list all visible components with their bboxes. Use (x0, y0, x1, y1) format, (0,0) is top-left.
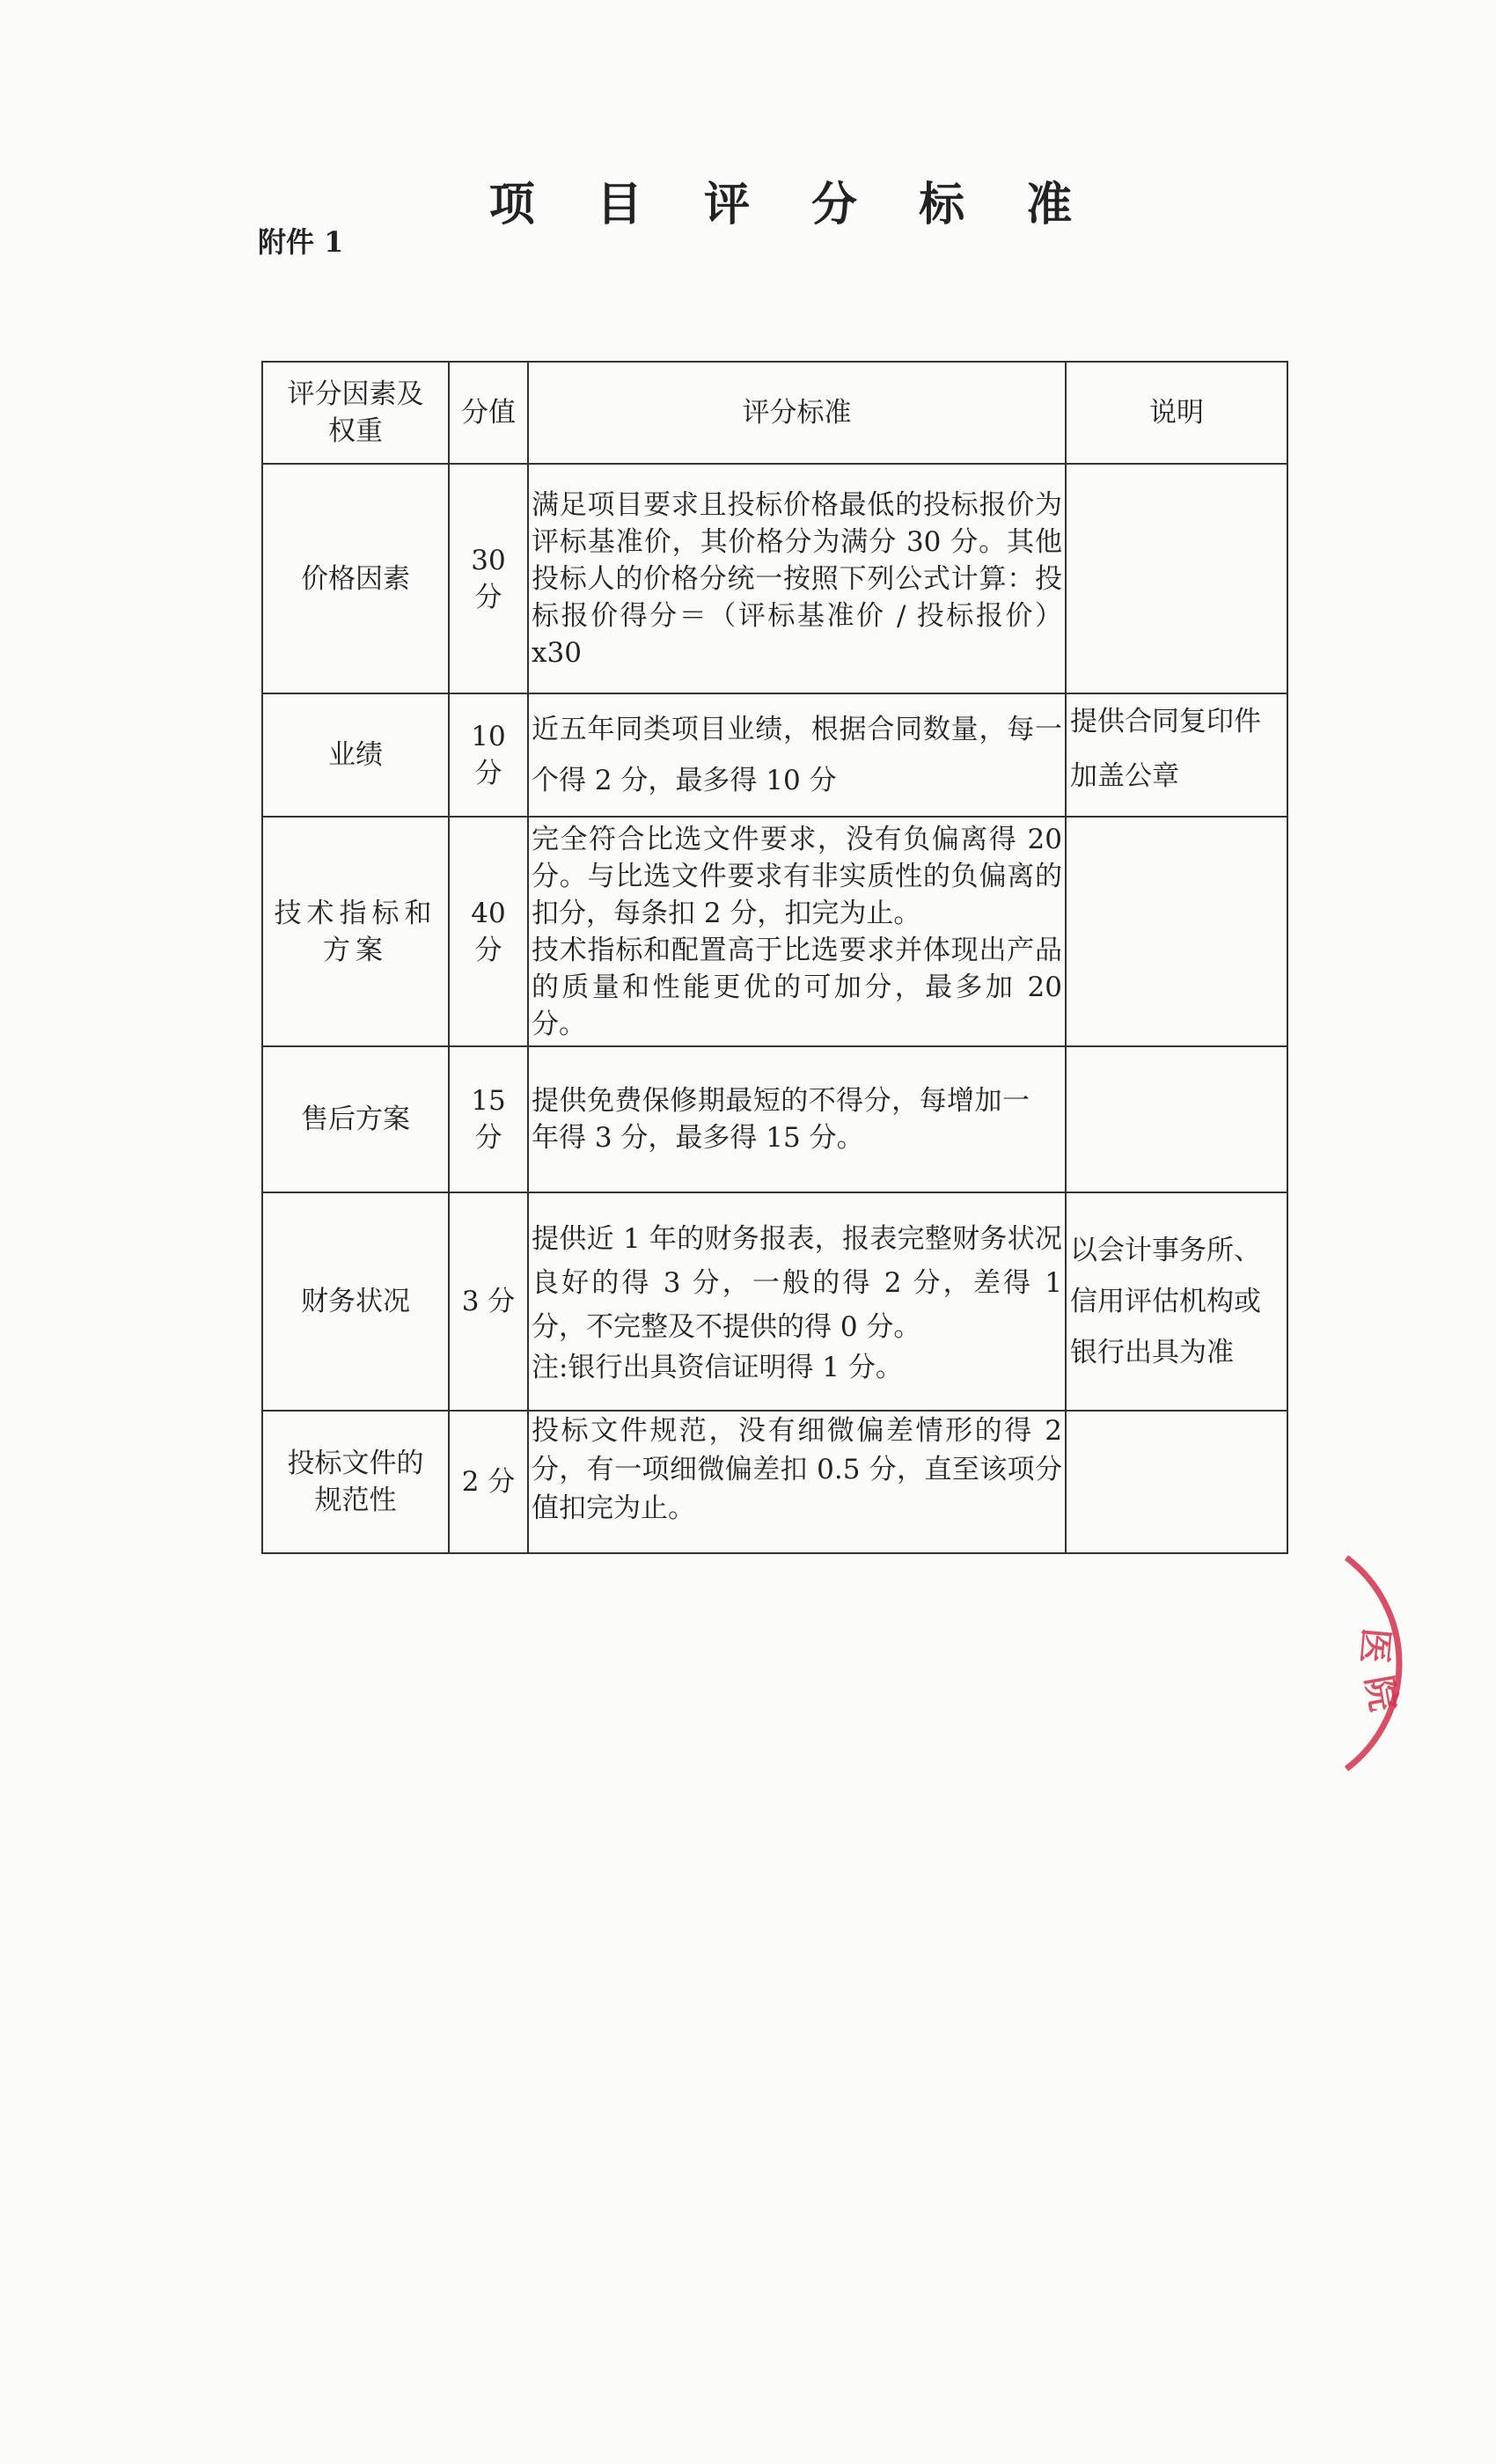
row-factor: 价格因素 (262, 464, 449, 693)
table-header-row (262, 362, 1287, 464)
row-criteria: 投标文件规范，没有细微偏差情形的得 2 分，有一项细微偏差扣 0.5 分，直至该项分值扣完为止。 (528, 1411, 1066, 1553)
table-row (262, 1192, 1287, 1411)
annex-label: 附件 1 (258, 225, 344, 259)
row-note: 以会计事务所、信用评估机构或银行出具为准 (1066, 1192, 1287, 1411)
row-criteria: 提供免费保修期最短的不得分，每增加一年得 3 分，最多得 15 分。 (528, 1046, 1066, 1192)
criteria-text-extra: 注:银行出具资信证明得 1 分。 (532, 1352, 903, 1383)
header-factor: 评分因素及权重 (262, 362, 449, 464)
header-criteria: 评分标准 (528, 362, 1066, 464)
criteria-text-extra: 技术指标和配置高于比选要求并体现出产品的质量和性能更优的可加分，最多加 20 分。 (532, 934, 1062, 1040)
table-row (262, 693, 1287, 817)
row-note (1066, 817, 1287, 1046)
row-score: 2 分 (449, 1411, 528, 1553)
table-row (262, 464, 1287, 693)
row-score: 15 分 (449, 1046, 528, 1192)
page-title: 项 目 评 分 标 准 (488, 178, 1096, 231)
svg-text:医: 医 (1353, 1626, 1397, 1666)
official-seal-stamp (1276, 1549, 1470, 1778)
header-note: 说明 (1066, 362, 1287, 464)
row-factor: 售后方案 (262, 1046, 449, 1192)
row-note (1066, 464, 1287, 693)
row-score: 3 分 (449, 1192, 528, 1411)
row-criteria (528, 817, 1066, 1046)
table-row (262, 1046, 1287, 1192)
criteria-text: 提供近 1 年的财务报表，报表完整财务状况良好的得 3 分，一般的得 2 分，差得 1 分，不完整及不提供的得 0 分。 (532, 1223, 1062, 1343)
row-criteria: 近五年同类项目业绩，根据合同数量，每一个得 2 分，最多得 10 分 (528, 693, 1066, 817)
row-factor: 业绩 (262, 693, 449, 817)
row-factor: 投标文件的规范性 (262, 1411, 449, 1553)
row-criteria (528, 1192, 1066, 1411)
table-row (262, 1411, 1287, 1553)
row-note (1066, 1046, 1287, 1192)
scoring-table (261, 361, 1288, 1554)
row-note: 提供合同复印件加盖公章 (1066, 693, 1287, 817)
row-score: 10 分 (449, 693, 528, 817)
header-score: 分值 (449, 362, 528, 464)
row-criteria: 满足项目要求且投标价格最低的投标报价为评标基准价，其价格分为满分 30 分。其他投标人的价格分统一按照下列公式计算：投标报价得分＝（评标基准价 / 投标报价）x30 (528, 464, 1066, 693)
row-factor: 技术指标和方案 (262, 817, 449, 1046)
row-score: 40 分 (449, 817, 528, 1046)
criteria-text: 完全符合比选文件要求，没有负偏离得 20 分。与比选文件要求有非实质性的负偏离的扣分，每条扣 2 分，扣完为止。 (532, 823, 1062, 929)
row-note (1066, 1411, 1287, 1553)
row-score: 30 分 (449, 464, 528, 693)
svg-text:院: 院 (1357, 1672, 1404, 1715)
row-factor: 财务状况 (262, 1192, 449, 1411)
table-row (262, 817, 1287, 1046)
